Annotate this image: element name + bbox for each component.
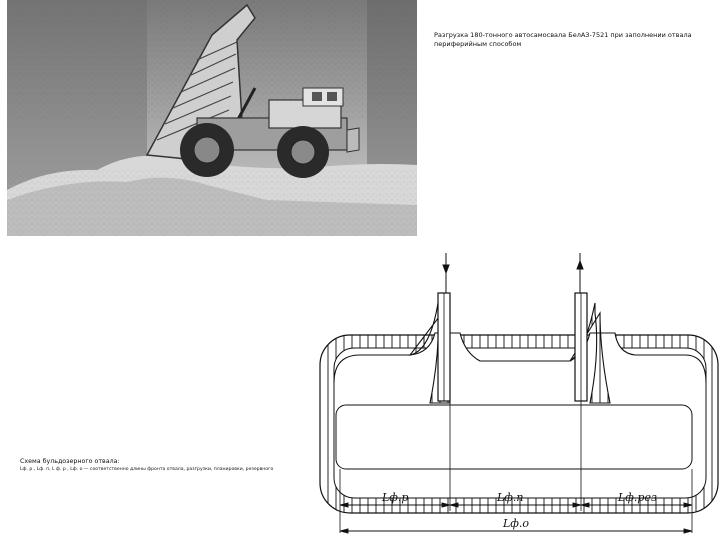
dim-label-total: Lф.о bbox=[503, 517, 530, 530]
truck-direction-arrows bbox=[443, 253, 583, 293]
dump-scheme-diagram bbox=[300, 243, 720, 540]
scheme-caption-title: Схема бульдозерного отвала: bbox=[20, 458, 120, 465]
dump-berm bbox=[318, 303, 720, 513]
photo-caption: Разгрузка 180-тонного автосамосвала БелАЗ-7521 при заполнении отвала периферийным способом bbox=[434, 31, 692, 48]
dim-label-reserve: Lф.рез bbox=[618, 491, 657, 504]
scheme-caption bbox=[20, 458, 305, 474]
dim-label-planning: Lф.п bbox=[497, 491, 524, 504]
dump-truck-photo bbox=[7, 0, 417, 236]
dim-label-unload: Lф.р bbox=[382, 491, 409, 504]
scheme-caption-legend: Lф. р , Lф. п, L ф. р , Lф. о — соответственно длины фронта отвала, разгрузки, планировки, резервного bbox=[20, 467, 274, 472]
